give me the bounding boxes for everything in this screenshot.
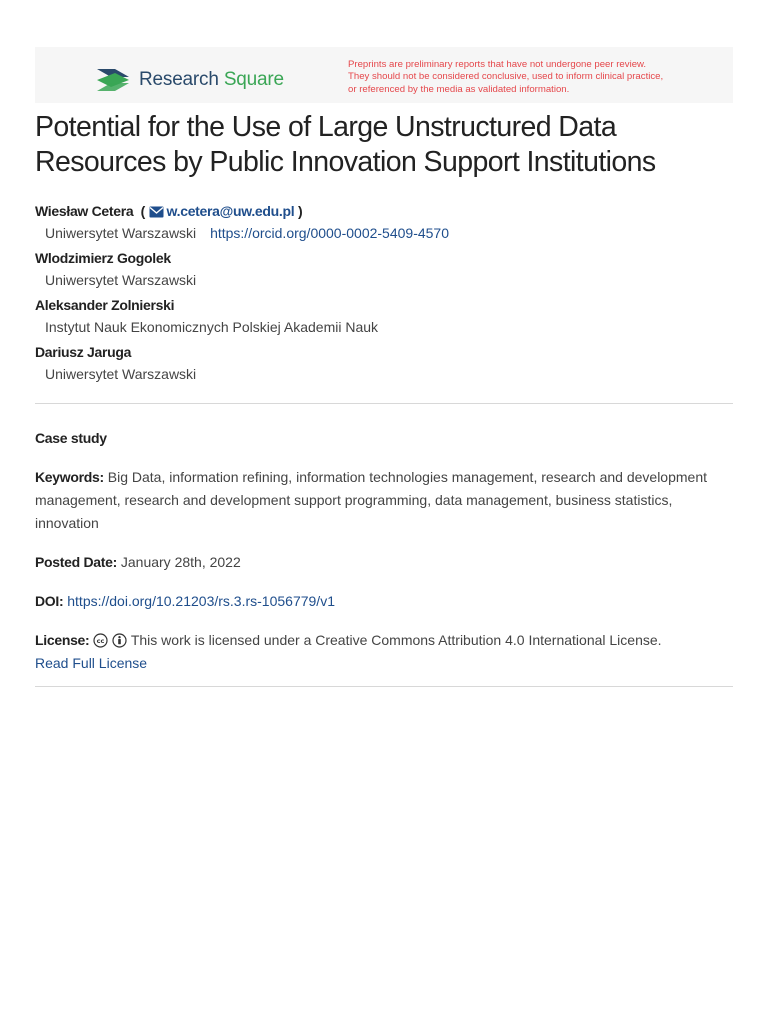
preprint-disclaimer: [348, 59, 728, 96]
author-name: Aleksander Zolnierski: [35, 297, 175, 313]
author-list: [35, 201, 735, 389]
posted-date-value: January 28th, 2022: [120, 554, 241, 570]
keywords-label: Keywords:: [35, 469, 104, 485]
author-affiliation: [35, 222, 735, 248]
article-type-label: Case study: [35, 430, 107, 446]
logo-word-research: Research: [139, 69, 219, 90]
author-name-text: Wiesław Cetera: [35, 203, 134, 219]
posted-date-label: Posted Date:: [35, 554, 117, 570]
cc-icon: [93, 633, 108, 648]
author-affiliation: Uniwersytet Warszawski: [45, 366, 197, 382]
section-divider: [35, 686, 733, 687]
author-email-group: [141, 203, 303, 219]
logo-text: [139, 69, 284, 91]
posted-date-block: [35, 551, 725, 574]
doi-link[interactable]: https://doi.org/10.21203/rs.3.rs-1056779/v1: [67, 593, 335, 609]
section-divider: [35, 403, 733, 404]
email-open-paren: (: [140, 203, 145, 219]
research-square-logo[interactable]: [95, 65, 284, 95]
keywords-block: [35, 466, 725, 535]
logo-word-square: Square: [223, 69, 284, 90]
research-square-logo-icon: [95, 65, 131, 95]
paper-title: Potential for the Use of Large Unstructured Data Resources by Public Innovation Support Institutions: [35, 111, 656, 178]
envelope-icon: [149, 206, 164, 218]
article-type: [35, 427, 725, 450]
disclaimer-line: Preprints are preliminary reports that have not undergone peer review.: [348, 59, 647, 70]
license-label: License:: [35, 632, 90, 648]
author-email-link[interactable]: w.cetera@uw.edu.pl: [166, 203, 295, 219]
author-affiliation: Instytut Nauk Ekonomicznych Polskiej Akademii Nauk: [45, 319, 379, 335]
email-close-paren: ): [297, 203, 303, 219]
author-affiliation: Uniwersytet Warszawski: [45, 272, 197, 288]
disclaimer-line: They should not be considered conclusive, used to inform clinical practice,: [348, 71, 664, 83]
author-name: [35, 201, 735, 222]
read-full-license-link[interactable]: Read Full License: [35, 655, 148, 671]
disclaimer-line: or referenced by the media as validated information.: [348, 83, 570, 95]
orcid-link[interactable]: https://orcid.org/0000-0002-5409-4570: [210, 225, 450, 241]
keywords-text: Big Data, information refining, information technologies management, research and development management, research and development support programming, data management, business statistics, innovation: [35, 469, 707, 531]
affiliation-text: Uniwersytet Warszawski: [45, 225, 197, 241]
doi-block: [35, 590, 725, 613]
author-name: Wlodzimierz Gogolek: [35, 250, 171, 266]
license-block: [35, 629, 725, 675]
doi-label: DOI:: [35, 593, 64, 609]
cc-by-icon: [112, 633, 127, 648]
preprint-banner: [35, 47, 733, 103]
license-text: This work is licensed under a Creative Commons Attribution 4.0 International License.: [130, 632, 662, 648]
svg-text:cc: cc: [96, 637, 105, 646]
author-name: Dariusz Jaruga: [35, 344, 132, 360]
